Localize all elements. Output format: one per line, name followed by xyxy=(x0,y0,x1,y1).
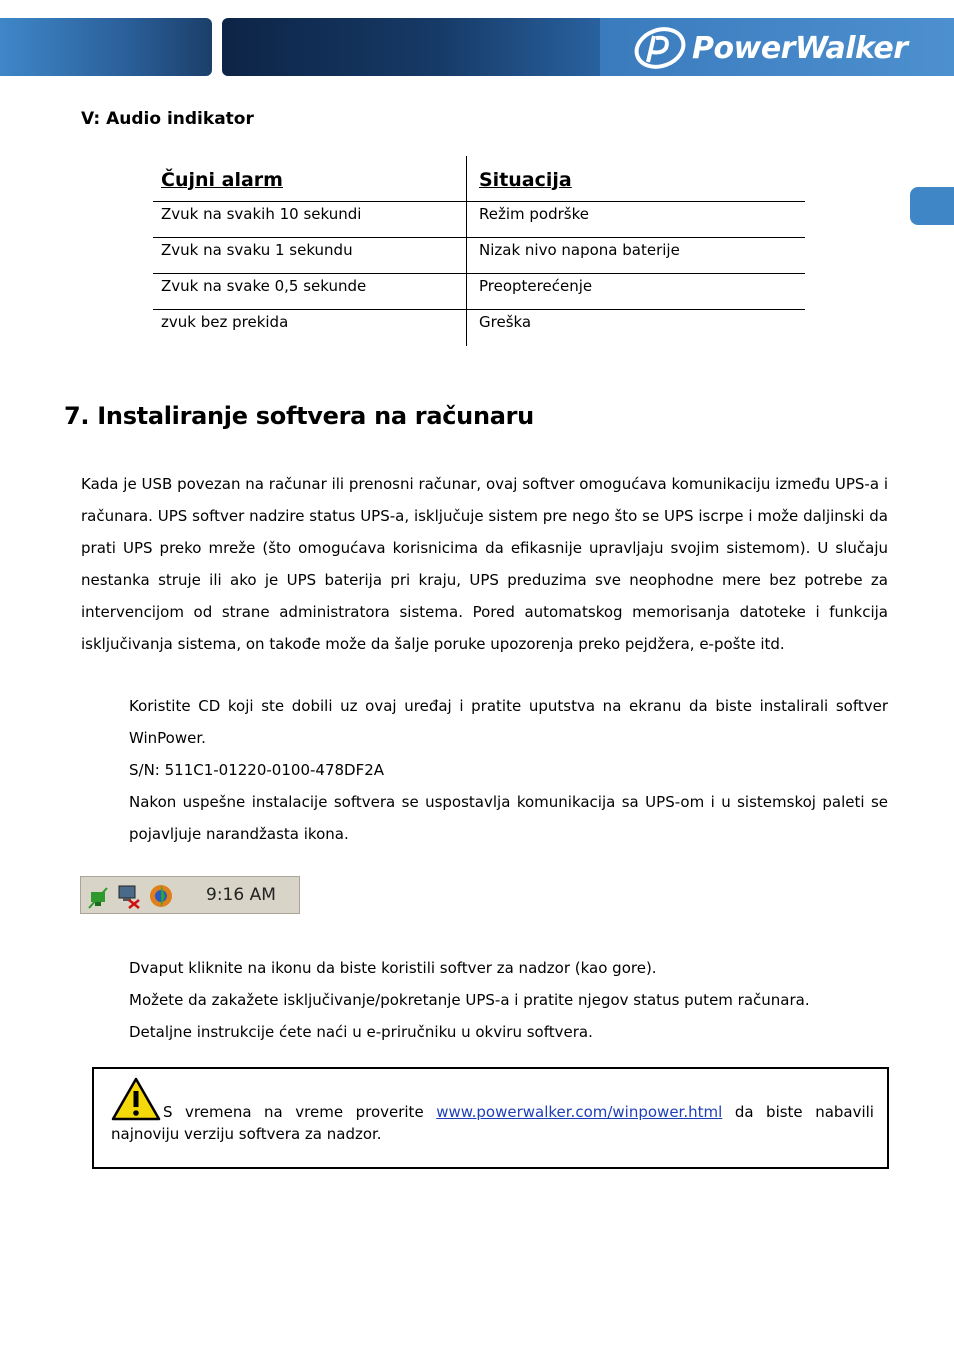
powerwalker-logo xyxy=(632,26,908,70)
page-header xyxy=(0,18,954,76)
side-tab-marker xyxy=(910,187,954,225)
serial-number: S/N: 511C1-01220-0100-478DF2A xyxy=(129,761,385,779)
table-row xyxy=(153,310,805,346)
table-row xyxy=(153,238,805,274)
logo-mark-icon xyxy=(632,26,688,70)
table-cell-alarm: Zvuk na svaku 1 sekundu xyxy=(153,238,467,274)
table-cell-situation: Režim podrške xyxy=(467,202,806,238)
note-text-after: da biste nabavili najnoviju verziju softvera za nadzor. xyxy=(111,1103,874,1143)
tray-clock: 9:16 AM xyxy=(206,885,276,905)
section-title: V: Audio indikator xyxy=(81,109,254,129)
table-cell-situation: Nizak nivo napona baterije xyxy=(467,238,806,274)
winpower-orange-icon xyxy=(150,885,172,907)
usage-line-1: Dvaput kliknite na ikonu da biste koristili softver za nadzor (kao gore). xyxy=(129,959,657,977)
note-text-before: S vremena na vreme proverite xyxy=(163,1103,424,1121)
install-step-cd: Koristite CD koji ste dobili uz ovaj uređaj i pratite uputstva na ekranu da biste instalirali softver WinPower. xyxy=(129,697,888,747)
note-box xyxy=(92,1067,889,1169)
install-step-tray: Nakon uspešne instalacije softvera se uspostavlja komunikacija sa UPS-om i u sistemskoj paleti se pojavljuje narandžasta ikona. xyxy=(129,793,888,843)
audio-alarm-table xyxy=(153,156,805,346)
table-header-alarm: Čujni alarm xyxy=(161,168,283,191)
header-band-middle xyxy=(222,18,612,76)
note-text xyxy=(111,1101,874,1145)
table-cell-alarm: Zvuk na svake 0,5 sekunde xyxy=(153,274,467,310)
table-cell-situation: Preopterećenje xyxy=(467,274,806,310)
table-row xyxy=(153,274,805,310)
network-icon xyxy=(89,888,107,908)
system-tray-screenshot xyxy=(80,876,300,914)
usage-line-2: Možete da zakažete isključivanje/pokretanje UPS-a i pratite njegov status putem računara. xyxy=(129,991,810,1009)
winpower-link[interactable]: www.powerwalker.com/winpower.html xyxy=(436,1103,723,1121)
monitor-disconnected-icon xyxy=(119,886,139,908)
table-cell-situation: Greška xyxy=(467,310,806,346)
usage-line-3: Detaljne instrukcije ćete naći u e-priručniku u okviru softvera. xyxy=(129,1023,593,1041)
logo-text: PowerWalker xyxy=(692,30,908,66)
intro-paragraph: Kada je USB povezan na računar ili prenosni računar, ovaj softver omogućava komunikaciju između UPS-a i računara. UPS softver nadzire status UPS-a, isključuje sistem pre nego što se UPS iscrpe i može daljinski da prati UPS preko mreže (što omogućava korisnicima da efikasnije upravljaju svojim sistemom). U slučaju nestanka struje ili ako je UPS baterija pri kraju, UPS preduzima sve neophodne mere bez potrebe za intervencijom od strane administratora sistema. Pored automatskog memorisanja datoteke i funkcija isključivanja sistema, on takođe može da šalje poruke upozorenja preko pejdžera, e-pošte itd. xyxy=(81,475,888,653)
tray-icons xyxy=(87,882,181,910)
table-cell-alarm: zvuk bez prekida xyxy=(153,310,467,346)
table-cell-alarm: Zvuk na svakih 10 sekundi xyxy=(153,202,467,238)
table-row xyxy=(153,202,805,238)
table-header-situation: Situacija xyxy=(467,156,806,202)
chapter-heading: 7. Instaliranje softvera na računaru xyxy=(64,402,534,430)
header-band-left xyxy=(0,18,212,76)
